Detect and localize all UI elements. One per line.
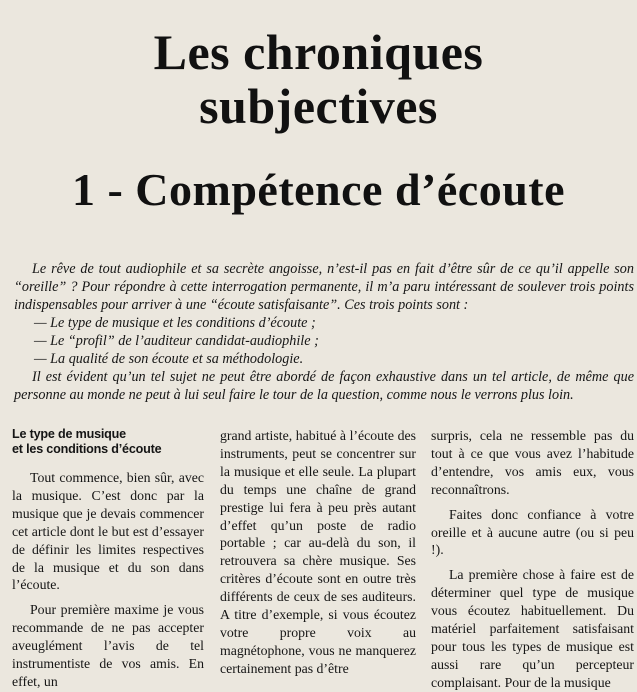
body-paragraph: surpris, cela ne ressemble pas du tout à ce que vous avez l’habitude d’entendre, vos amis eux, vous reconnaîtrons. [431,428,634,497]
title-line-1: Les chroniques [153,24,484,80]
title-line-2: subjectives [199,78,438,134]
intro-points-list [14,314,634,368]
body-paragraph: grand artiste, habitué à l’écoute des instruments, peut se concentrer sur la musique et elle seule. La plupart du temps une chaîne de grand prestige lui fera à peu près autant d’effet qu’un poste de radio portable ; car au-delà du son, il retrouvera sa chère musique. Ses critères d’écoute sont en outre très différents de ceux de ses auditeurs. A titre d’exemple, si vous écoutez votre propre voix au magnétophone, vous ne manquerez certainement pas d’être [220,428,416,676]
intro-point: — La qualité de son écoute et sa méthodologie. [34,351,304,367]
body-paragraph: La première chose à faire est de déterminer quel type de musique vous écoutez habituellement. Du matériel parfaitement satisfaisant pour tous les types de musique est aussi rare qu’un percepteur complaisant. Pour de la musique [431,567,634,690]
chapter-subtitle: 1 - Compétence d’écoute [71,164,566,215]
body-paragraph: Faites donc confiance à votre oreille et à aucune autre (ou si peu !). [431,506,634,558]
section-heading-line-1: Le type de musique [12,427,126,441]
column-1 [12,427,204,691]
intro-point: — Le type de musique et les conditions d’écoute ; [34,315,316,331]
intro-block [14,260,634,404]
intro-point: — Le “profil” de l’auditeur candidat-audiophile ; [34,333,319,349]
intro-paragraph: Le rêve de tout audiophile et sa secrète angoisse, n’est-il pas en fait d’être sûr de ce qu’il appelle son “oreille” ? Pour répondre à cette interrogation permanente, il m’a paru intéressant de soulever trois points indispensables pour arriver à une “écoute satisfaisante”. Ces trois points sont : [14,261,634,313]
intro-closing: Il est évident qu’un tel sujet ne peut être abordé de façon exhaustive dans un tel article, de même que personne au monde ne peut à lui seul faire le tour de la question, comme nous le verrons plus loin. [14,369,634,403]
column-3 [431,427,634,692]
body-paragraph: Pour première maxime je vous recommande de ne pas accepter aveuglément l’avis de tel instrumentiste de vos amis. En effet, un [12,602,204,689]
body-paragraph: Tout commence, bien sûr, avec la musique. C’est donc par la musique que je devais commencer cet article dont le but est d’essayer de définir les limites respectives de la musique et du son dans l’écoute. [12,470,204,593]
section-heading [12,427,204,457]
section-heading-line-2: et les conditions d’écoute [12,442,162,456]
column-2 [220,427,416,678]
